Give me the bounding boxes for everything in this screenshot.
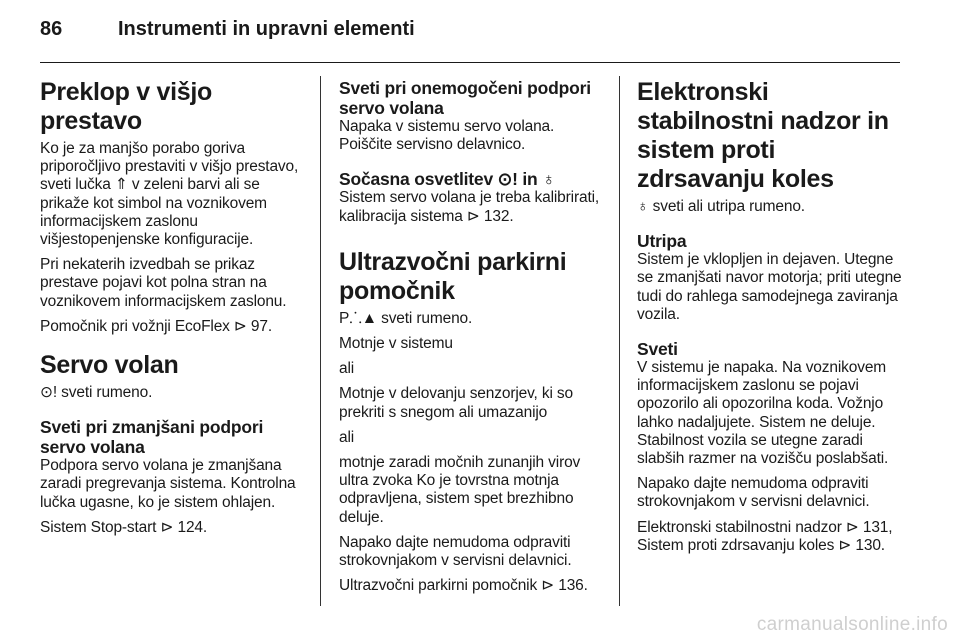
heading-esc-tc: Elektronski stabilnostni nadzor in sistem proti zdrsavanju koles [637,78,889,193]
page-number: 86 [40,18,63,40]
parking-paragraph-1: Motnje v sistemu [339,335,453,353]
heading-disabled-assist: Sveti pri onemogočeni podpori servo volana [339,78,591,118]
stop-start-reference: Sistem Stop-start ⊳ 124. [40,518,208,536]
blinking-paragraph: Sistem je vklopljen in dejaven. Utegne se zmanjšati navor motorja; priti utegne tudi do rahlega samodejnega zaviranja vozila. [637,251,902,323]
header-rule [40,62,900,63]
parking-paragraph-2: Motnje v delovanju senzorjev, ki so prekriti s snegom ali umazanijo [339,385,573,421]
disabled-assist-paragraph: Napaka v sistemu servo volana. Poiščite servisno delavnico. [339,118,555,154]
column-divider-left [320,76,321,606]
heading-shift-up: Preklop v višjo prestavo [40,78,212,135]
column-left [40,72,308,544]
heading-blinking: Utripa [637,231,687,252]
watermark-text: carmanualsonline.info [756,614,948,635]
parking-paragraph-4: Napako dajte nemudoma odpraviti strokovnjakom v servisni delavnici. [339,533,572,570]
shift-paragraph-1: Ko je za manjšo porabo goriva priporočljivo prestaviti v višjo prestavo, sveti lučka ⇑ v zeleni barvi ali se prikaže kot simbol na voznikovem informacijskem zaslonu višjestopenjenske konfiguracije. [40,140,299,249]
parking-or-1: ali [339,360,355,378]
page-header [40,18,415,46]
parking-or-2: ali [339,428,355,446]
section-title: Instrumenti in upravni elementi [118,18,415,40]
ecoflex-reference: Pomočnik pri vožnji EcoFlex ⊳ 97. [40,317,273,335]
heading-parking-assist: Ultrazvočni parkirni pomočnik [339,247,567,305]
heading-power-steering: Servo volan [40,351,179,380]
heading-simultaneous-lights: Sočasna osvetlitev ⊙! in ♁ [339,169,556,190]
column-divider-right [619,76,620,606]
lit-paragraph: V sistemu je napaka. Na voznikovem informacijskem zaslonu se pojavi opozorilo ali opozorilna koda. Vožnjo lahko nadaljujete. Sistem ne deluje. Stabilnost vozila se utegne zaradi slabših razmer na vozišču poslabšati. [637,359,889,468]
calibration-paragraph: Sistem servo volana je treba kalibrirati, kalibracija sistema ⊳ 132. [339,189,600,225]
parking-reference: Ultrazvočni parkirni pomočnik ⊳ 136. [339,577,588,595]
shift-paragraph-2: Pri nekaterih izvedbah se prikaz prestave pojavi kot polna stran na voznikovem informacijskem zaslonu. [40,256,287,310]
servo-status-line: ⊙! sveti rumeno. [40,384,153,402]
esc-reference: Elektronski stabilnostni nadzor ⊳ 131, Sistem proti zdrsavanju koles ⊳ 130. [637,518,893,554]
workshop-paragraph: Napako dajte nemudoma odpraviti strokovnjakom v servisni delavnici. [637,475,870,511]
column-right [637,72,905,562]
parking-status-line: P⸫▲ sveti rumeno. [339,309,473,327]
heading-lit: Sveti [637,339,678,360]
esc-status-line: ♁ sveti ali utripa rumeno. [637,198,805,215]
parking-paragraph-3: motnje zaradi močnih zunanjih virov ultra zvoka Ko je tovrstna motnja odpravljena, sistem spet brezhibno deluje. [339,454,581,526]
reduced-assist-paragraph: Podpora servo volana je zmanjšana zaradi pregrevanja sistema. Kontrolna lučka ugasne, ko je sistem ohlajen. [40,457,296,511]
column-middle [339,72,607,602]
heading-reduced-assist: Sveti pri zmanjšani podpori servo volana [40,417,264,458]
